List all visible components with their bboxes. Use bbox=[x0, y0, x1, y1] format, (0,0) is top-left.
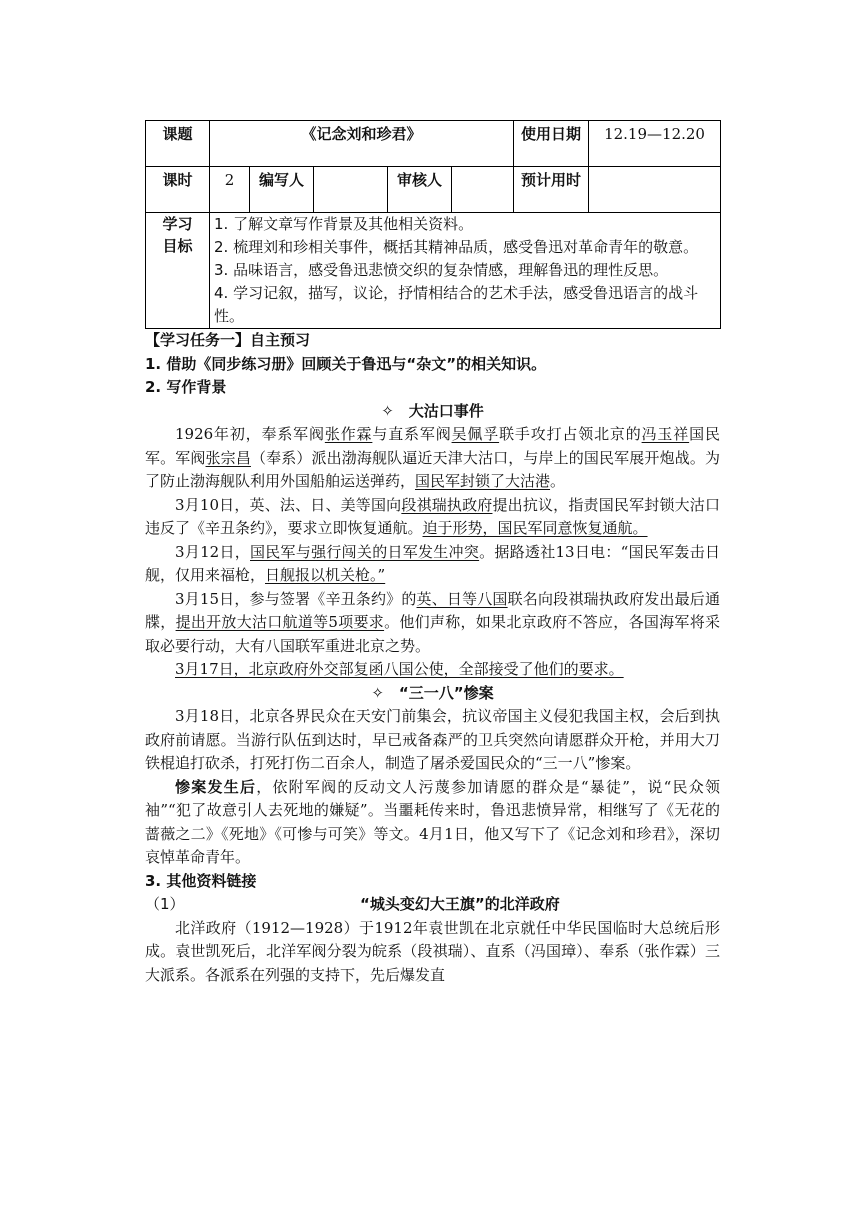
date-value: 12.19—12.20 bbox=[589, 121, 721, 167]
author-label: 编写人 bbox=[250, 167, 314, 213]
event-heading-dagukou: ✧ 大沽口事件 bbox=[381, 401, 484, 420]
goal-item: 1. 了解文章写作背景及其他相关资料。 bbox=[214, 215, 474, 233]
paragraph: 3月18日，北京各界民众在天安门前集会，抗议帝国主义侵犯我国主权，会后到执政府前请愿。当游行队伍到达时，早已戒备森严的卫兵突然向请愿群众开枪，并用大刀铁棍追打砍杀，打死打伤二百余人，制造了屠杀爱国民众的“三一八”惨案。 bbox=[145, 707, 720, 772]
paragraph: 3月17日，北京政府外交部复函八国公使，全部接受了他们的要求。 bbox=[175, 660, 624, 678]
item-heading: 1. 借助《同步练习册》回顾关于鲁迅与“杂文”的相关知识。 bbox=[145, 354, 547, 373]
author-value bbox=[314, 167, 388, 213]
learning-goals bbox=[210, 213, 721, 329]
paragraph: 北洋政府（1912—1928）于1912年袁世凯在北京就任中华民国临时大总统后形成。袁世凯死后，北洋军阀分裂为皖系（段祺瑞）、直系（冯国璋）、奉系（张作霖）三大派系。各派系在列强的支持下，先后爆发直 bbox=[145, 918, 720, 984]
hours-value: 2 bbox=[210, 167, 250, 213]
topic-value: 《记念刘和珍君》 bbox=[210, 121, 514, 167]
goal-item: 4. 学习记叙，描写，议论，抒情相结合的艺术手法，感受鲁迅语言的战斗性。 bbox=[214, 284, 699, 325]
topic-label: 课题 bbox=[146, 121, 210, 167]
lesson-info-table bbox=[145, 120, 721, 329]
item-heading: 2. 写作背景 bbox=[145, 378, 227, 396]
paragraph: 1926年初，奉系军阀张作霖与直系军阀吴佩孚联手攻打占领北京的冯玉祥国民军。军阀张宗昌（奉系）派出渤海舰队逼近天津大沽口，与岸上的国民军展开炮战。为了防止渤海舰队利用外国船舶运送弹药，国民军封锁了大沽港。 bbox=[145, 425, 720, 490]
paragraph: 惨案发生后，依附军阀的反动文人污蔑参加请愿的群众是“暴徒”，说“民众领袖”“犯了故意引人去死地的嫌疑”。当噩耗传来时，鲁迅悲愤异常，相继写了《无花的蔷薇之二》《死地》《可惨与可笑》等文。4月1日，他又写下了《记念刘和珍君》，深切哀悼革命青年。 bbox=[145, 777, 720, 866]
goal-item: 2. 梳理刘和珍相关事件，概括其精神品质，感受鲁迅对革命青年的敬意。 bbox=[214, 238, 699, 256]
goal-item: 3. 品味语言，感受鲁迅悲愤交织的复杂情感，理解鲁迅的理性反思。 bbox=[214, 261, 669, 279]
paragraph: 3月10日，英、法、日、美等国向段祺瑞执政府提出抗议，指责国民军封锁大沽口违反了《辛丑条约》，要求立即恢复通航。迫于形势，国民军同意恢复通航。 bbox=[145, 495, 720, 537]
task-title: 【学习任务一】自主预习 bbox=[145, 331, 311, 349]
event-heading-318: ✧ “三一八”惨案 bbox=[371, 683, 494, 702]
hours-label: 课时 bbox=[146, 167, 210, 213]
reviewer-label: 审核人 bbox=[388, 167, 452, 213]
paragraph: 3月12日，国民军与强行闯关的日军发生冲突。据路透社13日电：“国民军轰击日舰，仅用来福枪，日舰报以机关枪。” bbox=[145, 542, 720, 584]
planned-time-value bbox=[589, 167, 721, 213]
task-one-section bbox=[145, 329, 720, 987]
date-label: 使用日期 bbox=[514, 121, 589, 167]
goals-label: 学习目标 bbox=[146, 213, 210, 329]
sub-heading: （1） “城头变幻大王旗”的北洋政府 bbox=[145, 895, 560, 913]
paragraph: 3月15日，参与签署《辛丑条约》的英、日等八国联名向段祺瑞执政府发出最后通牒，提出开放大沽口航道等5项要求。他们声称，如果北京政府不答应，各国海军将采取必要行动，大有八国联军重进北京之势。 bbox=[145, 589, 720, 655]
worksheet-page bbox=[145, 120, 720, 987]
planned-time-label: 预计用时 bbox=[514, 167, 589, 213]
item-heading: 3. 其他资料链接 bbox=[145, 871, 257, 890]
reviewer-value bbox=[452, 167, 514, 213]
